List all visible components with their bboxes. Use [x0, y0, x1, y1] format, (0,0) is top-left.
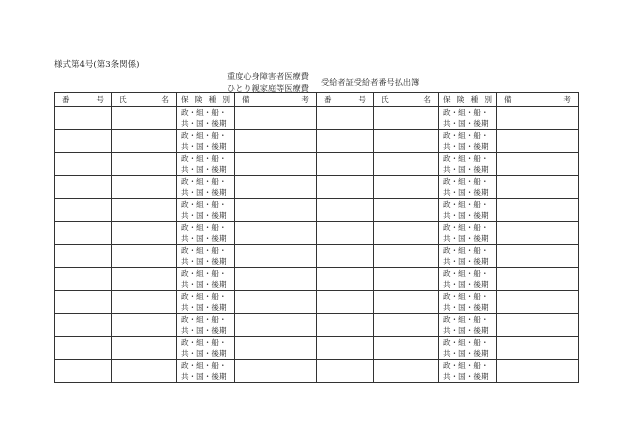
insurance-type-cell[interactable]: [439, 153, 497, 176]
header-remarks: 備 考: [235, 93, 317, 107]
table-row: [55, 176, 579, 199]
insurance-options-line1: 政・組・船・: [443, 131, 489, 140]
number-cell[interactable]: [317, 130, 374, 153]
insurance-options-line1: 政・組・船・: [443, 246, 489, 255]
insurance-type-cell[interactable]: [439, 222, 497, 245]
number-cell[interactable]: [317, 314, 374, 337]
insurance-options-line2: 共・国・後期: [443, 234, 489, 243]
insurance-type-cell[interactable]: [439, 314, 497, 337]
insurance-type-cell[interactable]: [439, 199, 497, 222]
number-cell[interactable]: [55, 153, 112, 176]
number-cell[interactable]: [317, 291, 374, 314]
remarks-cell[interactable]: [235, 130, 317, 153]
name-cell[interactable]: [112, 360, 177, 383]
insurance-options-line1: 政・組・船・: [443, 361, 489, 370]
header-number: 番 号: [317, 93, 374, 107]
insurance-options-line2: 共・国・後期: [181, 372, 227, 381]
remarks-cell[interactable]: [235, 176, 317, 199]
remarks-cell[interactable]: [235, 337, 317, 360]
number-cell[interactable]: [317, 176, 374, 199]
insurance-options-line1: 政・組・船・: [181, 315, 227, 324]
table-row: [55, 360, 579, 383]
header-insurance: 保 険 種 別: [439, 93, 497, 107]
insurance-type-cell[interactable]: [439, 176, 497, 199]
number-cell[interactable]: [55, 222, 112, 245]
insurance-type-cell[interactable]: [439, 130, 497, 153]
remarks-cell[interactable]: [235, 360, 317, 383]
name-cell[interactable]: [112, 245, 177, 268]
name-cell[interactable]: [112, 222, 177, 245]
remarks-cell[interactable]: [235, 199, 317, 222]
name-cell[interactable]: [374, 130, 439, 153]
insurance-type-cell[interactable]: [177, 153, 235, 176]
number-cell[interactable]: [317, 337, 374, 360]
insurance-options-line2: 共・国・後期: [443, 372, 489, 381]
name-cell[interactable]: [112, 107, 177, 130]
header-number: 番 号: [55, 93, 112, 107]
table-row: [55, 222, 579, 245]
number-cell[interactable]: [55, 314, 112, 337]
remarks-cell[interactable]: [497, 268, 579, 291]
remarks-cell[interactable]: [497, 130, 579, 153]
insurance-options-line2: 共・国・後期: [443, 257, 489, 266]
insurance-options-line2: 共・国・後期: [443, 349, 489, 358]
title-block: [227, 70, 309, 94]
insurance-options-line2: 共・国・後期: [443, 119, 489, 128]
insurance-type-cell[interactable]: [439, 268, 497, 291]
table-row: [55, 245, 579, 268]
insurance-options-line2: 共・国・後期: [181, 280, 227, 289]
insurance-options-line2: 共・国・後期: [443, 188, 489, 197]
title-line-2: ひとり親家庭等医療費: [227, 83, 309, 93]
table-row: [55, 314, 579, 337]
insurance-options-line2: 共・国・後期: [181, 326, 227, 335]
insurance-options-line1: 政・組・船・: [443, 200, 489, 209]
title-main: 受給者証受給者番号払出簿: [321, 77, 420, 87]
name-cell[interactable]: [112, 291, 177, 314]
remarks-cell[interactable]: [497, 153, 579, 176]
number-cell[interactable]: [317, 268, 374, 291]
insurance-options-line2: 共・国・後期: [181, 188, 227, 197]
name-cell[interactable]: [112, 337, 177, 360]
insurance-type-cell[interactable]: [177, 268, 235, 291]
name-cell[interactable]: [112, 153, 177, 176]
insurance-type-cell[interactable]: [439, 360, 497, 383]
insurance-options-line2: 共・国・後期: [181, 303, 227, 312]
remarks-cell[interactable]: [235, 314, 317, 337]
insurance-type-cell[interactable]: [439, 291, 497, 314]
insurance-type-cell[interactable]: [177, 337, 235, 360]
number-cell[interactable]: [55, 291, 112, 314]
remarks-cell[interactable]: [497, 245, 579, 268]
insurance-options-line1: 政・組・船・: [443, 108, 489, 117]
insurance-options-line1: 政・組・船・: [181, 292, 227, 301]
remarks-cell[interactable]: [235, 268, 317, 291]
insurance-options-line1: 政・組・船・: [443, 154, 489, 163]
number-cell[interactable]: [55, 176, 112, 199]
number-cell[interactable]: [55, 130, 112, 153]
name-cell[interactable]: [112, 176, 177, 199]
remarks-cell[interactable]: [497, 360, 579, 383]
insurance-type-cell[interactable]: [177, 314, 235, 337]
table-row: [55, 199, 579, 222]
header-name: 氏 名: [374, 93, 439, 107]
name-cell[interactable]: [374, 199, 439, 222]
insurance-options-line1: 政・組・船・: [181, 108, 227, 117]
insurance-options-line1: 政・組・船・: [443, 338, 489, 347]
insurance-type-cell[interactable]: [177, 222, 235, 245]
table-row: [55, 268, 579, 291]
table-row: [55, 291, 579, 314]
ledger-table: [54, 92, 578, 381]
header-remarks: 備 考: [497, 93, 579, 107]
insurance-options-line1: 政・組・船・: [443, 315, 489, 324]
insurance-options-line1: 政・組・船・: [443, 269, 489, 278]
name-cell[interactable]: [374, 268, 439, 291]
name-cell[interactable]: [112, 268, 177, 291]
insurance-type-cell[interactable]: [439, 337, 497, 360]
insurance-options-line2: 共・国・後期: [181, 234, 227, 243]
name-cell[interactable]: [374, 176, 439, 199]
remarks-cell[interactable]: [235, 153, 317, 176]
insurance-type-cell[interactable]: [177, 199, 235, 222]
remarks-cell[interactable]: [497, 176, 579, 199]
number-cell[interactable]: [55, 360, 112, 383]
table-row: [55, 337, 579, 360]
name-cell[interactable]: [374, 245, 439, 268]
insurance-options-line1: 政・組・船・: [443, 223, 489, 232]
remarks-cell[interactable]: [235, 107, 317, 130]
number-cell[interactable]: [55, 245, 112, 268]
insurance-options-line1: 政・組・船・: [181, 200, 227, 209]
insurance-options-line1: 政・組・船・: [181, 223, 227, 232]
remarks-cell[interactable]: [235, 222, 317, 245]
number-cell[interactable]: [317, 222, 374, 245]
name-cell[interactable]: [374, 107, 439, 130]
number-cell[interactable]: [317, 199, 374, 222]
remarks-cell[interactable]: [497, 222, 579, 245]
number-cell[interactable]: [55, 337, 112, 360]
form-id: 様式第4号(第3条関係): [54, 60, 140, 70]
insurance-type-cell[interactable]: [439, 245, 497, 268]
name-cell[interactable]: [112, 199, 177, 222]
name-cell[interactable]: [374, 222, 439, 245]
name-cell[interactable]: [374, 360, 439, 383]
insurance-options-line1: 政・組・船・: [181, 361, 227, 370]
insurance-options-line2: 共・国・後期: [443, 165, 489, 174]
insurance-options-line1: 政・組・船・: [181, 338, 227, 347]
title-line-1: 重度心身障害者医療費: [227, 71, 309, 81]
remarks-cell[interactable]: [235, 245, 317, 268]
insurance-options-line2: 共・国・後期: [181, 165, 227, 174]
table-row: [55, 130, 579, 153]
name-cell[interactable]: [374, 314, 439, 337]
insurance-options-line1: 政・組・船・: [443, 177, 489, 186]
number-cell[interactable]: [317, 245, 374, 268]
insurance-type-cell[interactable]: [177, 245, 235, 268]
name-cell[interactable]: [374, 291, 439, 314]
insurance-options-line2: 共・国・後期: [181, 257, 227, 266]
header-insurance: 保 険 種 別: [177, 93, 235, 107]
insurance-options-line2: 共・国・後期: [181, 349, 227, 358]
insurance-options-line1: 政・組・船・: [181, 154, 227, 163]
insurance-options-line2: 共・国・後期: [181, 211, 227, 220]
name-cell[interactable]: [112, 130, 177, 153]
number-cell[interactable]: [317, 107, 374, 130]
remarks-cell[interactable]: [497, 107, 579, 130]
insurance-options-line2: 共・国・後期: [443, 211, 489, 220]
insurance-type-cell[interactable]: [439, 107, 497, 130]
insurance-type-cell[interactable]: [177, 130, 235, 153]
insurance-type-cell[interactable]: [177, 176, 235, 199]
name-cell[interactable]: [374, 153, 439, 176]
remarks-cell[interactable]: [235, 291, 317, 314]
table-row: [55, 107, 579, 130]
insurance-options-line2: 共・国・後期: [443, 303, 489, 312]
insurance-options-line1: 政・組・船・: [181, 269, 227, 278]
remarks-cell[interactable]: [497, 199, 579, 222]
header-name: 氏 名: [112, 93, 177, 107]
remarks-cell[interactable]: [497, 291, 579, 314]
remarks-cell[interactable]: [497, 314, 579, 337]
number-cell[interactable]: [55, 199, 112, 222]
table-row: [55, 153, 579, 176]
insurance-options-line2: 共・国・後期: [181, 119, 227, 128]
insurance-type-cell[interactable]: [177, 360, 235, 383]
remarks-cell[interactable]: [497, 337, 579, 360]
number-cell[interactable]: [317, 153, 374, 176]
insurance-options-line2: 共・国・後期: [443, 280, 489, 289]
insurance-type-cell[interactable]: [177, 291, 235, 314]
insurance-type-cell[interactable]: [177, 107, 235, 130]
number-cell[interactable]: [317, 360, 374, 383]
insurance-options-line1: 政・組・船・: [443, 292, 489, 301]
insurance-options-line1: 政・組・船・: [181, 177, 227, 186]
header-row: [55, 93, 579, 107]
insurance-options-line2: 共・国・後期: [181, 142, 227, 151]
name-cell[interactable]: [374, 337, 439, 360]
insurance-options-line2: 共・国・後期: [443, 326, 489, 335]
number-cell[interactable]: [55, 107, 112, 130]
number-cell[interactable]: [55, 268, 112, 291]
insurance-options-line2: 共・国・後期: [443, 142, 489, 151]
name-cell[interactable]: [112, 314, 177, 337]
insurance-options-line1: 政・組・船・: [181, 131, 227, 140]
insurance-options-line1: 政・組・船・: [181, 246, 227, 255]
